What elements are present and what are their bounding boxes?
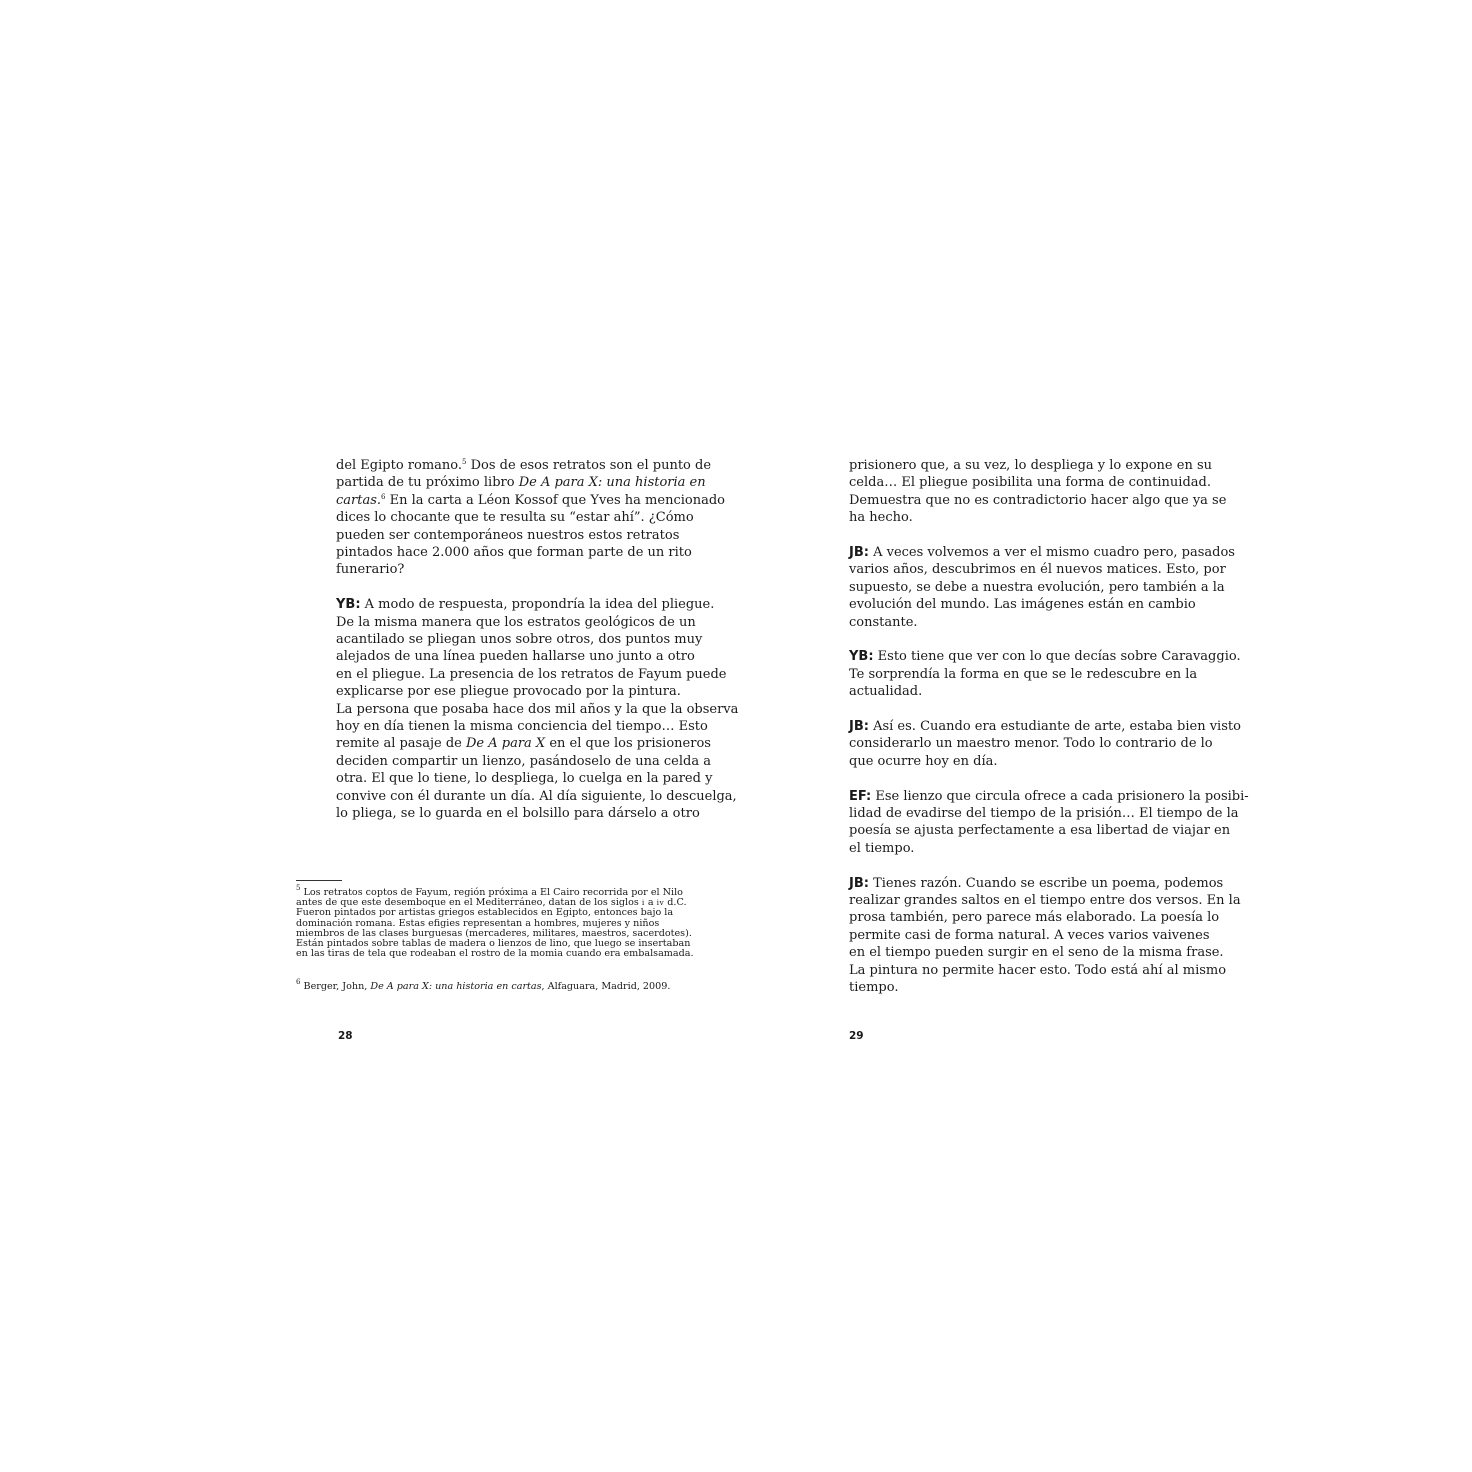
left-page-body bbox=[336, 457, 739, 823]
footnote-line: Fueron pintados por artistas griegos establecidos en Egipto, entonces bajo la bbox=[296, 907, 674, 919]
text-line: remite al pasaje de De A para X en el que los prisioneros bbox=[336, 736, 711, 752]
text-line: De la misma manera que los estratos geológicos de un bbox=[336, 614, 696, 630]
text-line: EF: Ese lienzo que circula ofrece a cada prisionero la posibi- bbox=[849, 788, 1249, 804]
text-line: partida de tu próximo libro De A para X: una historia en bbox=[336, 475, 706, 491]
speaker-label: EF: bbox=[849, 788, 872, 804]
yb-paragraph bbox=[849, 648, 1241, 700]
text-line: otra. El que lo tiene, lo despliega, lo cuelga en la pared y bbox=[336, 771, 713, 787]
text-line: hoy en día tienen la misma conciencia del tiempo… Esto bbox=[336, 719, 708, 735]
text-line: pueden ser contemporáneos nuestros estos retratos bbox=[336, 527, 680, 543]
footnote-6 bbox=[296, 978, 671, 992]
speaker-label: JB: bbox=[849, 545, 869, 561]
footnote-line: Están pintados sobre tablas de madera o lienzos de lino, que luego se insertaban bbox=[296, 938, 691, 950]
jb-paragraph bbox=[849, 544, 1235, 631]
text-line: convive con él durante un día. Al día siguiente, lo descuelga, bbox=[336, 788, 737, 804]
footnote-line: antes de que este desemboque en el Mediterráneo, datan de los siglos i a iv d.C. bbox=[296, 897, 687, 909]
text-line: prisionero que, a su vez, lo despliega y lo expone en su bbox=[849, 458, 1212, 473]
text-line: prosa también, pero parece más elaborado. La poesía lo bbox=[849, 910, 1220, 926]
book-title: De A para X: una historia en bbox=[518, 475, 706, 491]
text-line: en el pliegue. La presencia de los retratos de Fayum puede bbox=[336, 666, 727, 682]
footnote-mark: 6 bbox=[296, 978, 301, 986]
text-line: YB: Esto tiene que ver con lo que decías sobre Caravaggio. bbox=[849, 649, 1241, 665]
text-line: YB: A modo de respuesta, propondría la idea del pliegue. bbox=[336, 597, 715, 613]
text-line: evolución del mundo. Las imágenes están en cambio bbox=[849, 597, 1196, 613]
text-line: que ocurre hoy en día. bbox=[849, 753, 998, 769]
continuation-paragraph bbox=[849, 457, 1227, 527]
text-line: celda… El pliegue posibilita una forma de continuidad. bbox=[849, 475, 1211, 491]
text-line: actualidad. bbox=[849, 684, 923, 700]
text-line: explicarse por ese pliegue provocado por la pintura. bbox=[336, 684, 681, 700]
speaker-label: YB: bbox=[849, 649, 874, 665]
book-title: De A para X: una historia en cartas bbox=[370, 981, 542, 992]
jb-paragraph bbox=[849, 875, 1241, 997]
text-line: ha hecho. bbox=[849, 510, 913, 526]
text-line: del Egipto romano.$^5$ Dos de esos retratos son el punto de bbox=[336, 458, 712, 473]
ef-paragraph bbox=[849, 788, 1249, 858]
footnote-line: $^5$ Los retratos coptos de Fayum, región próxima a El Cairo recorrida por el Nilo bbox=[296, 884, 683, 898]
intro-paragraph bbox=[336, 457, 725, 579]
yb-paragraph bbox=[336, 596, 739, 822]
text-line: Demuestra que no es contradictorio hacer algo que ya se bbox=[849, 492, 1227, 508]
footnote-line: miembros de las clases burguesas (mercaderes, militares, maestros, sacerdotes). bbox=[296, 927, 692, 939]
text-line: Te sorprendía la forma en que se le redescubre en la bbox=[849, 666, 1198, 682]
speaker-label: JB: bbox=[849, 719, 869, 735]
footnote-mark: 5 bbox=[296, 884, 301, 892]
footnote-line: dominación romana. Estas efigies representan a hombres, mujeres y niños bbox=[296, 917, 660, 929]
text-line: varios años, descubrimos en él nuevos matices. Esto, por bbox=[849, 562, 1226, 578]
text-line: supuesto, se debe a nuestra evolución, pero también a la bbox=[849, 579, 1225, 595]
text-line: dices lo chocante que te resulta su “estar ahí”. ¿Cómo bbox=[336, 510, 694, 526]
text-line: deciden compartir un lienzo, pasándoselo de una celda a bbox=[336, 753, 711, 769]
text-line: alejados de una línea pueden hallarse uno junto a otro bbox=[336, 649, 695, 665]
right-page-body bbox=[849, 457, 1249, 997]
page-number-right: 29 bbox=[849, 1030, 864, 1042]
text-line: permite casi de forma natural. A veces varios vaivenes bbox=[849, 927, 1210, 943]
text-line: acantilado se pliegan unos sobre otros, dos puntos muy bbox=[336, 632, 703, 648]
speaker-label: JB: bbox=[849, 875, 869, 891]
speaker-label: YB: bbox=[336, 597, 361, 613]
text-line: La persona que posaba hace dos mil años y la que la observa bbox=[336, 701, 739, 717]
text-line: JB: Así es. Cuando era estudiante de arte, estaba bien visto bbox=[849, 719, 1241, 735]
text-line: realizar grandes saltos en el tiempo entre dos versos. En la bbox=[849, 893, 1241, 909]
text-line: La pintura no permite hacer esto. Todo está ahí al mismo bbox=[849, 962, 1227, 978]
text-line: lidad de evadirse del tiempo de la prisión… El tiempo de la bbox=[849, 806, 1239, 822]
footnote-line: $^6$ Berger, John, De A para X: una historia en cartas, Alfaguara, Madrid, 2009. bbox=[296, 978, 671, 992]
footnote-5 bbox=[296, 884, 694, 960]
jb-paragraph bbox=[849, 718, 1241, 770]
text-line: JB: A veces volvemos a ver el mismo cuadro pero, pasados bbox=[849, 545, 1235, 561]
footnote-ref-6[interactable]: 6 bbox=[381, 492, 386, 501]
text-line: tiempo. bbox=[849, 980, 899, 996]
text-line: el tiempo. bbox=[849, 840, 915, 856]
book-title: cartas. bbox=[336, 492, 382, 508]
footnote-line: en las tiras de tela que rodeaban el rostro de la momia cuando era embalsamada. bbox=[296, 948, 694, 960]
footnote-ref-5[interactable]: 5 bbox=[462, 458, 467, 466]
page-number-left: 28 bbox=[338, 1030, 353, 1042]
text-line: considerarlo un maestro menor. Todo lo contrario de lo bbox=[849, 736, 1213, 752]
text-line: poesía se ajusta perfectamente a esa libertad de viajar en bbox=[849, 823, 1231, 839]
footnote-divider bbox=[296, 880, 342, 881]
book-title: De A para X bbox=[465, 736, 546, 752]
text-line: cartas.$^6$ En la carta a Léon Kossof que Yves ha mencionado bbox=[336, 492, 725, 508]
text-line: en el tiempo pueden surgir en el seno de la misma frase. bbox=[849, 945, 1224, 961]
text-line: lo pliega, se lo guarda en el bolsillo para dárselo a otro bbox=[336, 806, 700, 822]
text-line: pintados hace 2.000 años que forman parte de un rito bbox=[336, 545, 692, 561]
text-line: constante. bbox=[849, 614, 918, 630]
text-line: funerario? bbox=[336, 562, 405, 578]
text-line: JB: Tienes razón. Cuando se escribe un poema, podemos bbox=[849, 875, 1224, 891]
